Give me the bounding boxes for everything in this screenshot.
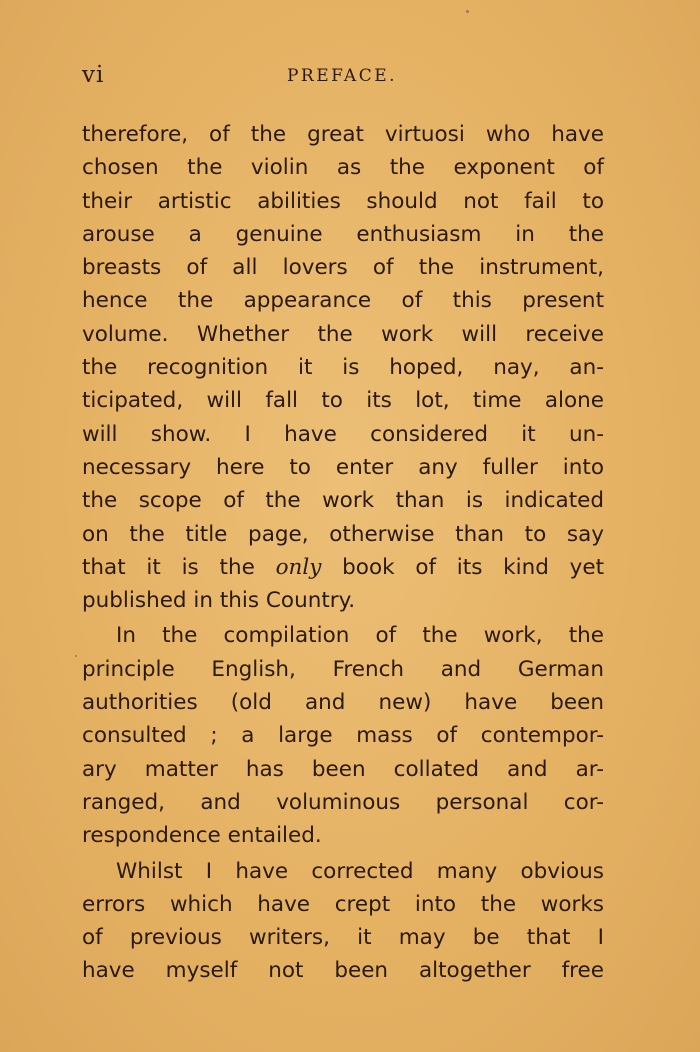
text-line: therefore, of the great virtuosi who have bbox=[82, 122, 604, 147]
text-line: errors which have crept into the works bbox=[82, 891, 604, 917]
text-line: have myself not been altogether free bbox=[82, 958, 604, 984]
text-line: hence the appearance of this present bbox=[82, 288, 604, 314]
text-line: breasts of all lovers of the instrument, bbox=[82, 255, 604, 281]
text-line: will show. I have considered it un- bbox=[82, 421, 604, 447]
text-line: the recognition it is hoped, nay, an- bbox=[82, 355, 604, 381]
paragraph-3 bbox=[82, 855, 604, 988]
text-line bbox=[82, 551, 604, 584]
text-line: ary matter has been collated and ar- bbox=[82, 756, 604, 782]
text-line: ranged, and voluminous personal cor- bbox=[82, 789, 604, 815]
text-line: the scope of the work than is indicated bbox=[82, 488, 604, 514]
paragraph-1 bbox=[82, 118, 604, 617]
body-text bbox=[82, 118, 604, 988]
text-line: necessary here to enter any fuller into bbox=[82, 454, 604, 480]
text-line: respondence entailed. bbox=[82, 823, 322, 849]
text-line: ticipated, will fall to its lot, time alone bbox=[82, 388, 604, 414]
text-line: their artistic abilities should not fail to bbox=[82, 188, 604, 214]
running-head bbox=[82, 60, 602, 94]
paper-speck bbox=[75, 655, 77, 657]
paragraph-2 bbox=[82, 619, 604, 852]
text-line: chosen the violin as the exponent of bbox=[82, 155, 604, 181]
paper-speck bbox=[466, 10, 469, 13]
text-line: authorities (old and new) have been bbox=[82, 690, 604, 716]
page-number: vi bbox=[82, 62, 105, 88]
text-line: published in this Country. bbox=[82, 588, 356, 614]
text-line: volume. Whether the work will receive bbox=[82, 321, 604, 347]
text-line: on the title page, otherwise than to say bbox=[82, 521, 604, 547]
running-title: PREFACE. bbox=[286, 66, 398, 86]
italic-emphasis: only bbox=[275, 554, 322, 580]
text-fragment: that it is the bbox=[82, 554, 276, 580]
text-line: of previous writers, it may be that I bbox=[82, 925, 604, 951]
text-line: arouse a genuine enthusiasm in the bbox=[82, 221, 604, 247]
text-line: Whilst I have corrected many obvious bbox=[116, 858, 604, 884]
text-line: principle English, French and German bbox=[82, 656, 604, 682]
text-fragment: book of its kind yet bbox=[321, 554, 604, 580]
text-line: In the compilation of the work, the bbox=[116, 623, 604, 649]
text-line: consulted ; a large mass of contempor- bbox=[82, 723, 604, 749]
